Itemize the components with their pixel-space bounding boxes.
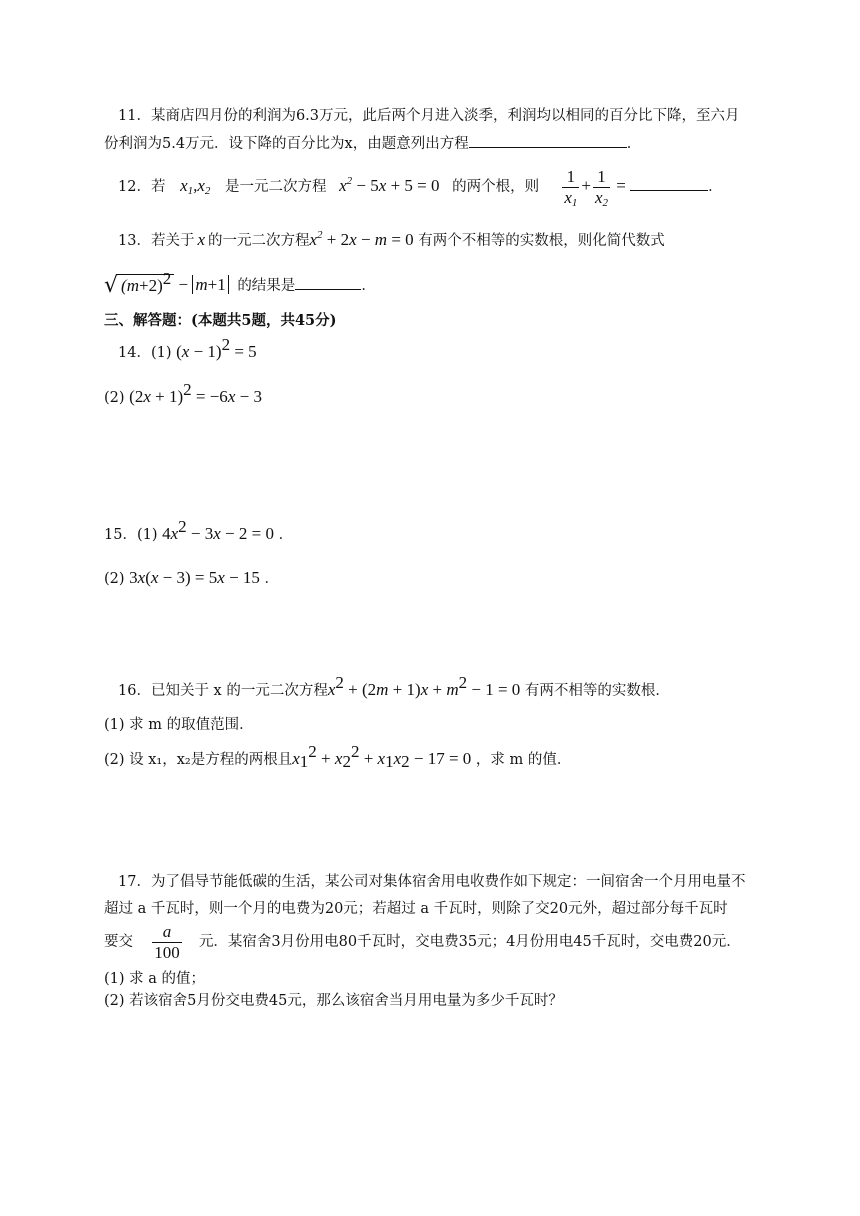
q12-roots: $x_1,x_2$ [180, 176, 211, 197]
q13-prefix: 13．若关于 [118, 233, 195, 249]
q17-line3-suffix: 元．某宿舍3月份用电80千瓦时，交电费35元；4月份用电45千瓦时，交电费20元． [198, 934, 741, 950]
q15-part2-equation: 3x(x − 3) = 5x − 15 [129, 568, 260, 587]
q16-suffix: 有两不相等的实数根． [524, 683, 670, 699]
q12-answer-blank[interactable] [630, 176, 708, 191]
q11-line1 [118, 106, 740, 126]
q12-line: 12．若 $x_1,x_2$ 是一元二次方程 $x^2 - 5x + 5 = 0$ 的两个根，则 $\frac{1}{x_1}$ + $\frac{1}{x_2}$ = ． [118, 166, 723, 209]
q15-part1 [104, 517, 294, 545]
q17-line1: 17．为了倡导节能低碳的生活，某公司对集体宿舍用电收费作如下规定：一间宿舍一个月用电量不 [118, 874, 746, 890]
q15-part1-label: 15．(1) [104, 527, 158, 543]
q13-var: x [197, 230, 205, 249]
q15-part1-equation: $4x^2 - 3x - 2 = 0$ [162, 517, 274, 543]
section3-title: 三、解答题：(本题共5题，共45分) [104, 312, 337, 329]
q14-part1-label: 14．(1) [118, 345, 172, 361]
q15-part1-end: ． [278, 527, 294, 543]
q12-equation: $x^2 - 5x + 5 = 0$ [339, 175, 440, 195]
q13-sqrt-expression: √ $(m+2)^2$ [104, 274, 174, 298]
q11-text-2: 份利润为5.4万元．设下降的百分比为x，由题意列出方程 [104, 136, 469, 152]
q16-equation: $x^2 + (2m + 1)x + m^2 - 1 = 0$ [327, 673, 521, 699]
q13-mid2: 有两个不相等的实数根，则化简代数式 [418, 233, 665, 249]
q11-line2 [104, 133, 641, 154]
q12-fraction-2: $\frac{1}{x_2}$ [594, 166, 609, 209]
q12-fraction-1: $\frac{1}{x_1}$ [564, 166, 578, 209]
q14-part1 [118, 335, 257, 363]
q15-part2 [104, 568, 279, 589]
q16-part2-prefix: (2) 设 x₁，x₂是方程的两根且 [104, 752, 293, 768]
q17-line3-prefix: 要交 [104, 934, 133, 950]
q12-prefix: 12．若 [118, 179, 166, 195]
q14-part2-label: (2) [104, 390, 125, 406]
q14-part2 [104, 380, 262, 408]
q11-end: ． [626, 136, 642, 152]
q12-mid2: 的两个根，则 [452, 179, 540, 195]
q16-prefix: 16．已知关于 x 的一元二次方程 [118, 683, 328, 699]
q16-part2-equation: $x_1^2 + x_2^2 + x_1x_2 - 17 = 0$ [292, 742, 472, 771]
q17-line3 [104, 920, 741, 964]
q15-part2-label: (2) [104, 571, 125, 587]
q17-fraction: $\frac{a}{100}$ [154, 921, 180, 962]
q11-answer-blank[interactable] [469, 133, 627, 148]
q16-line1 [118, 673, 670, 701]
q17-line2: 超过 a 千瓦时，则一个月的电费为20元；若超过 a 千瓦时，则除了交20元外，超过部分每千瓦时 [104, 901, 728, 917]
q13-answer-blank[interactable] [295, 275, 361, 290]
q12-end: ． [708, 179, 723, 195]
q17-part1: (1) 求 a 的值； [104, 971, 206, 987]
q17-part2: (2) 若该宿舍5月份交电费45元，那么该宿舍当月用电量为多少千瓦时？ [104, 993, 563, 1009]
q13-line1 [118, 230, 665, 251]
q13-line2: √ $(m+2)^2$ − m+1 的结果是 ． [104, 269, 376, 298]
q11-text-1: 11．某商店四月份的利润为6.3万元，此后两个月进入淡季，利润均以相同的百分比下降，至六月 [118, 108, 740, 124]
q12-mid1: 是一元二次方程 [225, 179, 327, 195]
q13-equation: $x^2 + 2x - m = 0$ [309, 229, 414, 249]
q14-part1-equation: $(x - 1)^2 = 5$ [176, 335, 257, 361]
q13-abs-expression: m+1 [192, 275, 228, 294]
q14-part2-equation: $(2x + 1)^2 = -6x - 3$ [129, 380, 262, 406]
q13-mid3: 的结果是 [237, 278, 296, 294]
q16-part2-suffix: ，求 m 的值． [475, 752, 572, 768]
q13-mid1: 的一元二次方程 [208, 233, 310, 249]
q13-end: ． [361, 278, 376, 294]
q16-part2 [104, 742, 572, 771]
q15-part2-end: ． [264, 571, 280, 587]
q16-part1: (1) 求 m 的取值范围． [104, 717, 254, 733]
